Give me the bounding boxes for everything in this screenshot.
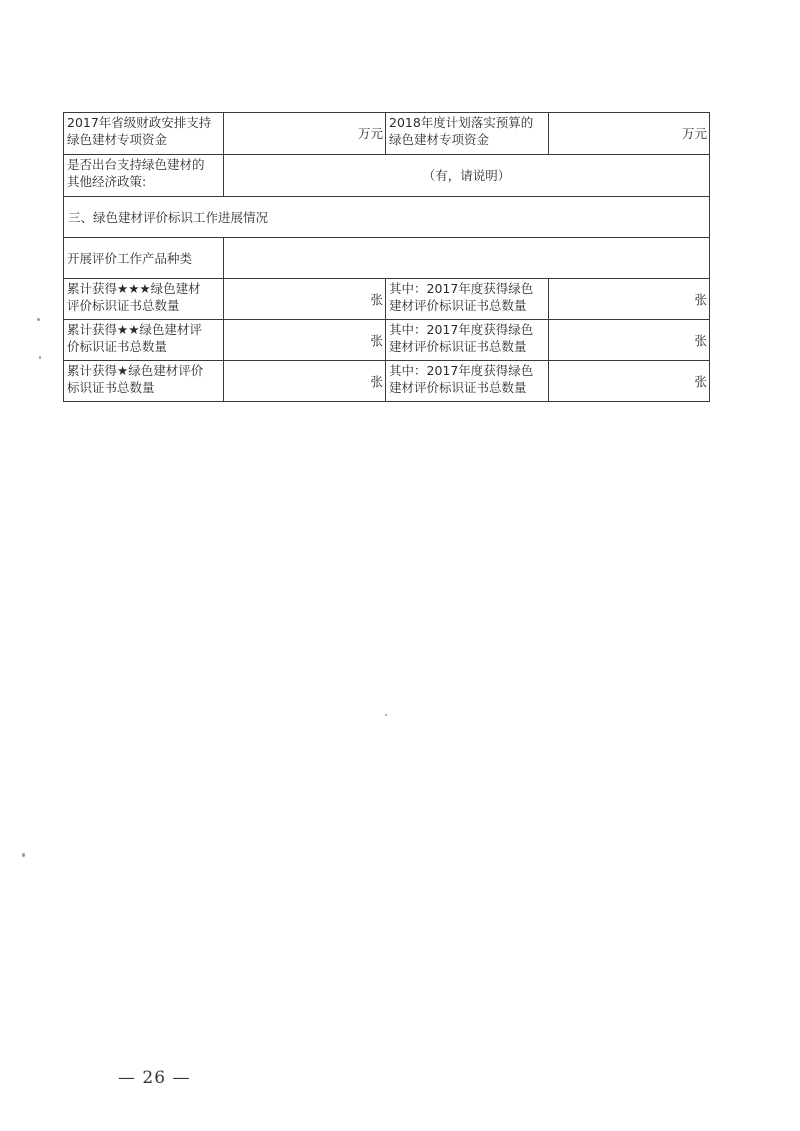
certificates-one-star-unit: 张	[370, 373, 383, 389]
funding-2018-amount-cell[interactable]	[549, 113, 710, 155]
products-row	[64, 238, 710, 279]
certificates-two-star-2017-label-text: 其中：2017年度获得绿色 建材评价标识证书总数量	[389, 322, 534, 354]
funding-2018-label-text: 2018年度计划落实预算的 绿色建材专项资金	[389, 115, 534, 147]
products-answer-cell[interactable]	[224, 238, 710, 279]
provincial-green-building-materials-form	[63, 112, 710, 402]
certificates-two-star-2017-label	[386, 320, 549, 361]
certificates-two-star-count-cell[interactable]	[224, 320, 386, 361]
funding-2017-label-text: 2017年省级财政安排支持 绿色建材专项资金	[67, 115, 212, 147]
funding-2018-label	[386, 113, 549, 155]
certificates-row-three-star	[64, 279, 710, 320]
certificates-one-star-count-cell[interactable]	[224, 361, 386, 402]
scan-speck	[22, 853, 25, 857]
certificates-three-star-2017-label-text: 其中：2017年度获得绿色 建材评价标识证书总数量	[389, 281, 534, 313]
page-number: — 26 —	[118, 1068, 191, 1088]
certificates-row-two-star	[64, 320, 710, 361]
policy-row	[64, 155, 710, 197]
certificates-one-star-2017-count-cell[interactable]	[549, 361, 710, 402]
certificates-one-star-2017-label	[386, 361, 549, 402]
scan-speck	[39, 356, 41, 359]
certificates-two-star-unit: 张	[370, 332, 383, 348]
certificates-three-star-2017-label	[386, 279, 549, 320]
certificates-one-star-2017-label-text: 其中：2017年度获得绿色 建材评价标识证书总数量	[389, 363, 534, 395]
policy-answer-cell[interactable]	[224, 155, 710, 197]
certificates-row-one-star	[64, 361, 710, 402]
products-label	[64, 238, 224, 279]
certificates-one-star-2017-unit: 张	[694, 373, 707, 389]
products-label-text: 开展评价工作产品种类	[67, 250, 193, 266]
funding-2018-unit: 万元	[681, 126, 707, 141]
certificates-two-star-label-text: 累计获得★★绿色建材评 价标识证书总数量	[67, 322, 202, 354]
certificates-three-star-label	[64, 279, 224, 320]
funding-2017-unit: 万元	[357, 126, 383, 141]
certificates-three-star-2017-count-cell[interactable]	[549, 279, 710, 320]
certificates-three-star-label-text: 累计获得★★★绿色建材 评价标识证书总数量	[67, 281, 201, 313]
certificates-three-star-count-cell[interactable]	[224, 279, 386, 320]
policy-label	[64, 155, 224, 197]
funding-2017-label	[64, 113, 224, 155]
certificates-three-star-unit: 张	[370, 291, 383, 307]
funding-2017-amount-cell[interactable]	[224, 113, 386, 155]
certificates-one-star-label-text: 累计获得★绿色建材评价 标识证书总数量	[67, 363, 204, 395]
certificates-one-star-label	[64, 361, 224, 402]
section-three-title: 三、绿色建材评价标识工作进展情况	[68, 209, 269, 225]
certificates-two-star-2017-unit: 张	[694, 332, 707, 348]
scan-speck	[37, 318, 40, 321]
certificates-three-star-2017-unit: 张	[694, 291, 707, 307]
certificates-two-star-label	[64, 320, 224, 361]
certificates-two-star-2017-count-cell[interactable]	[549, 320, 710, 361]
section-three-row	[64, 197, 710, 238]
section-three-heading	[64, 197, 710, 238]
funding-row	[64, 113, 710, 155]
policy-note: （有，请说明）	[422, 168, 511, 183]
scan-speck	[385, 714, 387, 716]
policy-label-text: 是否出台支持绿色建材的 其他经济政策:	[67, 157, 205, 189]
